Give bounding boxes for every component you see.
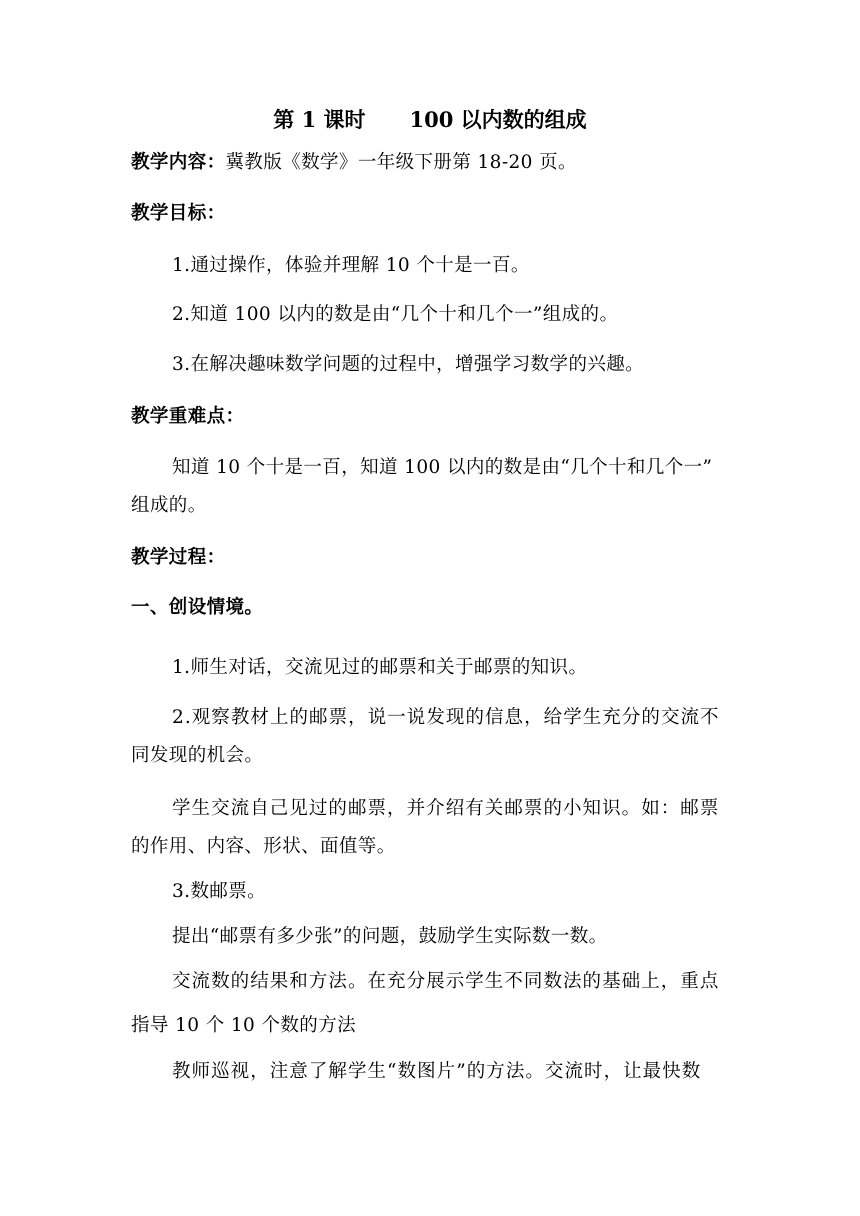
process-paragraph-5: 提出“邮票有多少张”的问题，鼓励学生实际数一数。 xyxy=(172,926,608,947)
process-paragraph-2-line-2: 同发现的机会。 xyxy=(131,745,264,766)
objective-item-1: 1.通过操作，体验并理解 10 个十是一百。 xyxy=(172,255,530,276)
objectives-heading: 教学目标： xyxy=(131,203,226,224)
content-line xyxy=(131,150,577,176)
key-points-line-1: 知道 10 个十是一百，知道 100 以内的数是由“几个十和几个一” xyxy=(172,457,713,478)
content-label: 教学内容： xyxy=(131,152,226,173)
objective-item-3: 3.在解决趣味数学问题的过程中，增强学习数学的兴趣。 xyxy=(172,354,645,375)
key-points-line-2: 组成的。 xyxy=(131,495,207,516)
process-paragraph-3-line-1: 学生交流自己见过的邮票，并介绍有关邮票的小知识。如：邮票 xyxy=(172,798,720,819)
process-paragraph-3-line-2: 的作用、内容、形状、面值等。 xyxy=(131,836,396,857)
process-paragraph-6-line-2: 指导 10 个 10 个数的方法 xyxy=(131,1015,357,1036)
content-text: 冀教版《数学》一年级下册第 18-20 页。 xyxy=(225,152,577,173)
objective-item-2: 2.知道 100 以内的数是由“几个十和几个一”组成的。 xyxy=(172,304,619,325)
lesson-number: 第 1 课时 xyxy=(273,107,366,132)
process-paragraph-4: 3.数邮票。 xyxy=(172,881,267,902)
process-heading: 教学过程： xyxy=(131,547,226,568)
lesson-title xyxy=(0,106,860,134)
process-paragraph-2-line-1: 2.观察教材上的邮票，说一说发现的信息，给学生充分的交流不 xyxy=(172,707,720,728)
lesson-topic: 100 以内数的组成 xyxy=(409,107,587,132)
section-heading-1: 一、创设情境。 xyxy=(131,597,264,618)
process-paragraph-7-line-1: 教师巡视，注意了解学生“数图片”的方法。交流时，让最快数 xyxy=(172,1061,702,1082)
process-paragraph-1: 1.师生对话，交流见过的邮票和关于邮票的知识。 xyxy=(172,657,588,678)
process-paragraph-6-line-1: 交流数的结果和方法。在充分展示学生不同数法的基础上，重点 xyxy=(172,971,720,992)
key-points-heading: 教学重难点： xyxy=(131,406,245,427)
